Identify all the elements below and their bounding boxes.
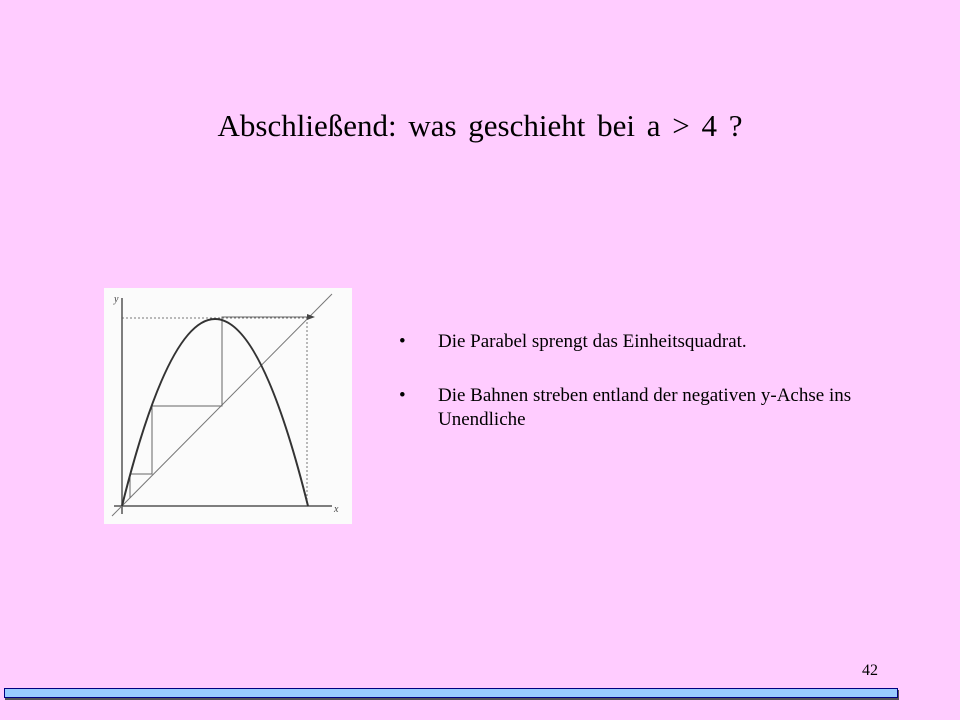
bullet-text: Die Bahnen streben entland der negativen y-Achse ins Unendliche: [438, 385, 852, 430]
bullet-marker: •: [399, 331, 406, 352]
y-axis-label: y: [114, 294, 119, 305]
bullet-list: [399, 330, 879, 462]
bullet-text: Die Parabel sprengt das Einheitsquadrat.: [438, 331, 747, 352]
x-axis-label: x: [334, 504, 339, 515]
slide-title: Abschließend: was geschieht bei a > 4 ?: [217, 108, 743, 143]
bullet-marker: •: [399, 385, 406, 406]
cobweb-diagram: [104, 288, 352, 524]
footer-bar: [4, 688, 898, 698]
page-number: 42: [862, 662, 878, 679]
bullet-item: [399, 330, 879, 354]
cobweb-diagram-svg: [104, 288, 352, 524]
bullet-item: [399, 384, 879, 432]
